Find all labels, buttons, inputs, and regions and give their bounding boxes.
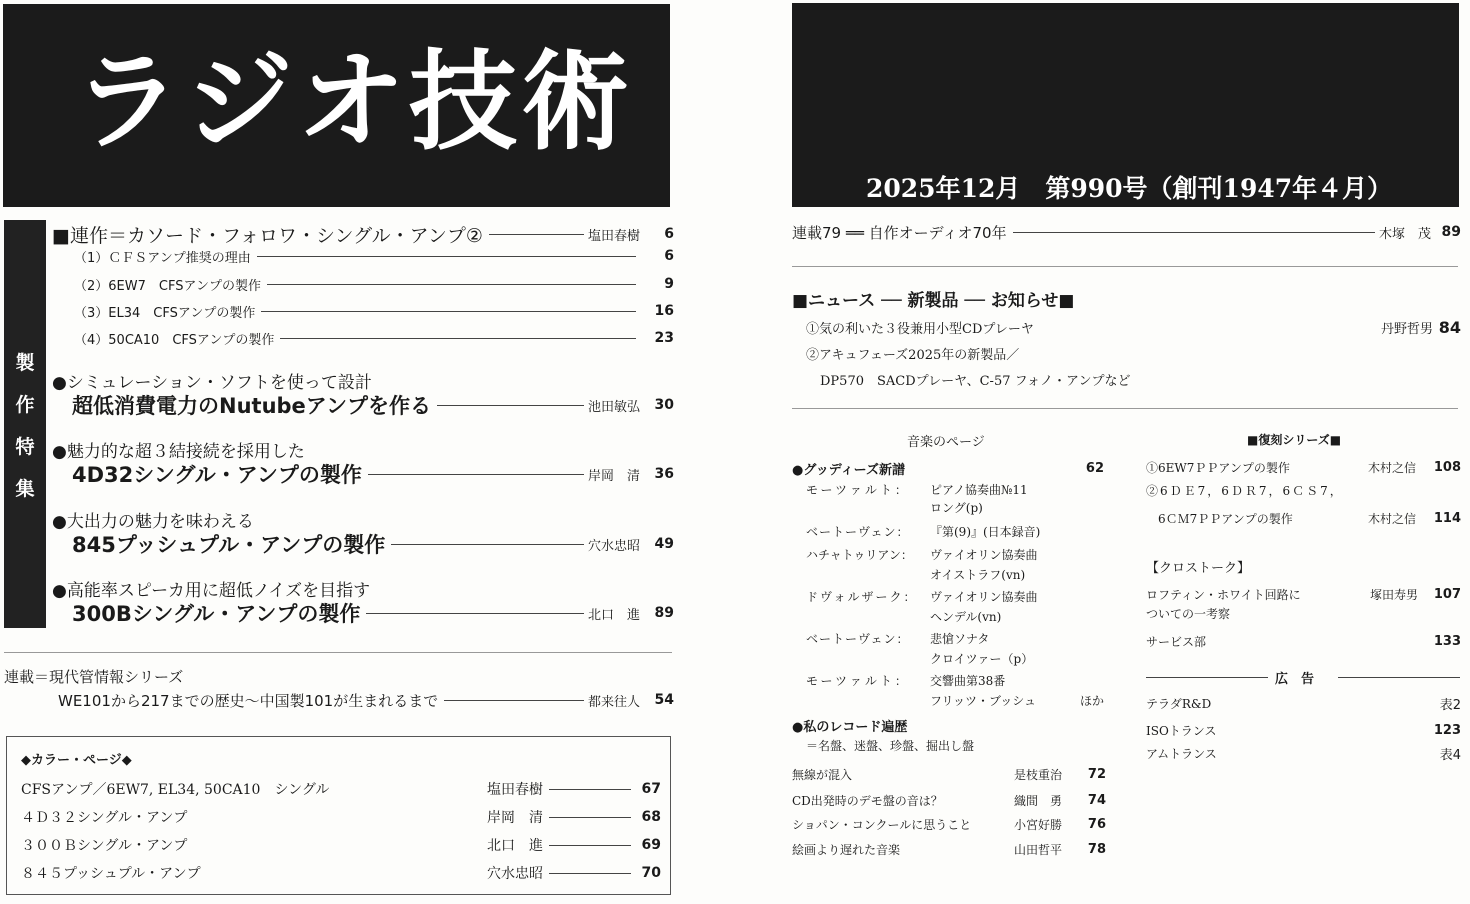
color-page-item[interactable] xyxy=(21,835,661,855)
toc-title: 845プッシュプル・アンプの製作 xyxy=(72,533,386,557)
toc-page: 62 xyxy=(1085,460,1104,476)
toc-entry[interactable] xyxy=(72,391,674,419)
toc-title: サービス部 xyxy=(1146,634,1207,649)
work: 交響曲第38番 xyxy=(930,674,1006,688)
tab-char: 集 xyxy=(15,478,35,500)
leader-line xyxy=(437,405,584,406)
revival-item[interactable] xyxy=(1158,508,1461,528)
record-subtitle: ＝名盤、迷盤、珍盤、掘出し盤 xyxy=(806,739,975,753)
leader-line xyxy=(257,256,636,257)
goodies-heading[interactable] xyxy=(792,458,1104,478)
toc-page: 30 xyxy=(654,397,674,413)
toc-subentry[interactable] xyxy=(74,329,674,347)
toc-page: 70 xyxy=(641,865,661,881)
toc-subentry[interactable] xyxy=(74,275,674,293)
toc-title: CFSアンプ／6EW7, EL34, 50CA10 シングル xyxy=(21,782,330,798)
toc-title: CD出発時のデモ盤の音は？ xyxy=(792,793,943,808)
toc-title: 絵画より遅れた音楽 xyxy=(792,842,901,857)
toc-title: 4D32シングル・アンプの製作 xyxy=(72,463,362,487)
toc-author: 塩田春樹 xyxy=(487,782,543,798)
toc-author: 織間 勇 xyxy=(1014,793,1063,808)
performer: ヘンデル(vn) xyxy=(930,610,1002,624)
toc-page: 16 xyxy=(654,303,674,319)
toc-entry[interactable] xyxy=(72,599,674,627)
toc-subentry[interactable] xyxy=(74,247,674,265)
performer: クロイツァー（p） xyxy=(930,652,1034,666)
toc-author: 北口 進 xyxy=(487,838,543,854)
leader-line xyxy=(549,789,631,790)
ad-rule-left xyxy=(1146,677,1268,678)
leader-line xyxy=(366,613,584,614)
essay-item[interactable] xyxy=(792,764,1106,784)
divider xyxy=(792,408,1458,409)
toc-author: 北口 進 xyxy=(587,607,640,623)
essay-item[interactable] xyxy=(792,814,1106,834)
toc-lead: ●大出力の魅力を味わえる xyxy=(52,512,254,532)
toc-page: 74 xyxy=(1087,792,1106,808)
toc-page: 6 xyxy=(664,248,674,264)
toc-page: 表2 xyxy=(1439,697,1461,713)
color-pages-box xyxy=(6,736,671,895)
advertiser-name: ISOトランス xyxy=(1146,723,1217,738)
divider xyxy=(792,266,1458,267)
toc-page: 133 xyxy=(1433,633,1461,649)
composer: ドヴォルザーク： xyxy=(806,590,918,604)
toc-page: 78 xyxy=(1087,841,1106,857)
toc-page: 123 xyxy=(1433,722,1461,738)
toc-page: 36 xyxy=(654,466,674,482)
leader-line xyxy=(280,338,636,339)
leader-line xyxy=(267,284,636,285)
composer: ベートーヴェン： xyxy=(806,525,910,539)
performer: フリッツ・ブッシュ xyxy=(930,694,1036,708)
work: 『第(9)』(日本録音) xyxy=(930,525,1041,539)
toc-title: ４Ｄ３２シングル・アンプ xyxy=(21,810,188,826)
music-heading: 音楽のページ xyxy=(907,435,985,450)
toc-title: 超低消費電力のNutubeアンプを作る xyxy=(72,394,431,418)
toc-author: 都来往人 xyxy=(587,694,640,710)
toc-page: 54 xyxy=(654,692,674,708)
special-feature-tab xyxy=(4,220,46,628)
composer: ハチャトゥリアン： xyxy=(806,548,913,562)
leader-line xyxy=(391,544,584,545)
toc-entry[interactable] xyxy=(792,221,1461,243)
toc-entry[interactable] xyxy=(72,460,674,488)
toc-author: 塚田寿男 xyxy=(1370,587,1419,602)
performer: オイストラフ(vn) xyxy=(930,568,1026,582)
leader-line xyxy=(549,845,631,846)
tab-char: 製 xyxy=(15,352,35,374)
work: ピアノ協奏曲№11 xyxy=(930,483,1028,497)
toc-page: 69 xyxy=(641,837,661,853)
crosstalk-item[interactable] xyxy=(1146,584,1461,604)
etc-label: ほか xyxy=(1080,694,1105,708)
ad-item[interactable] xyxy=(1146,693,1461,713)
color-pages-heading: ◆カラー・ページ◆ xyxy=(21,753,132,768)
ad-rule-right xyxy=(1338,677,1460,678)
toc-title: 連載79 ══ 自作オーディオ70年 xyxy=(792,223,1007,242)
essay-item[interactable] xyxy=(792,839,1106,859)
toc-lead: ●高能率スピーカ用に超低ノイズを目指す xyxy=(52,581,371,601)
tab-char: 特 xyxy=(15,436,35,458)
composer: モーツァルト： xyxy=(806,483,910,497)
ad-item[interactable] xyxy=(1146,743,1461,763)
revival-heading: ■復刻シリーズ■ xyxy=(1247,433,1342,447)
issue-info: 2025年12月 第990号（創刊1947年４月） xyxy=(866,174,1393,203)
toc-title: ■連作＝カソード・フォロワ・シングル・アンプ② xyxy=(52,224,483,247)
toc-author: 木村之信 xyxy=(1368,460,1417,475)
toc-author: 木村之信 xyxy=(1368,511,1417,526)
ad-item[interactable] xyxy=(1146,720,1461,740)
toc-author: 穴水忠昭 xyxy=(587,538,640,554)
record-heading: ●私のレコード遍歴 xyxy=(792,720,908,735)
toc-page: 68 xyxy=(641,809,661,825)
toc-title: WE101から217までの歴史～中国製101が生まれるまで xyxy=(58,691,439,710)
toc-page: 114 xyxy=(1433,510,1461,526)
revival-item-line: ②6ＤＥ7，6ＤＲ7，6ＣＳ7， xyxy=(1146,484,1344,498)
toc-entry[interactable] xyxy=(72,530,674,558)
leader-line xyxy=(489,234,584,235)
toc-entry[interactable] xyxy=(52,222,674,246)
toc-page: 表4 xyxy=(1439,747,1461,763)
news-heading: ■ニュース ── 新製品 ── お知らせ■ xyxy=(792,291,1075,311)
crosstalk-heading: 【クロストーク】 xyxy=(1146,561,1251,576)
toc-title: ３００Ｂシングル・アンプ xyxy=(21,838,188,854)
toc-subtitle: （3）EL34 CFSアンプの製作 xyxy=(74,305,256,321)
series-heading: 連載＝現代管情報シリーズ xyxy=(4,668,184,686)
advertiser-name: アムトランス xyxy=(1146,746,1217,761)
leader-line xyxy=(1013,232,1375,233)
leader-line xyxy=(549,873,631,874)
toc-title: ８４５プッシュプル・アンプ xyxy=(21,866,201,882)
toc-page: 76 xyxy=(1087,816,1106,832)
service-item[interactable] xyxy=(1146,631,1461,651)
news-item-line: ②アキュフェーズ2025年の新製品／ xyxy=(806,348,1020,363)
toc-subentry[interactable] xyxy=(74,302,674,320)
toc-author: 是枝重治 xyxy=(1014,767,1063,782)
color-page-item[interactable] xyxy=(21,807,661,827)
toc-page: 67 xyxy=(641,781,661,797)
toc-title: ロフティン・ホワイト回路に xyxy=(1146,587,1301,602)
composer: ベートーヴェン： xyxy=(806,632,910,646)
toc-page: 23 xyxy=(654,330,674,346)
composer: モーツァルト： xyxy=(806,674,910,688)
toc-entry[interactable] xyxy=(58,689,674,711)
toc-title: ①6EW7ＰＰアンプの製作 xyxy=(1146,460,1290,475)
toc-page: 89 xyxy=(1441,224,1461,240)
toc-title: ショパン・コンクールに思うこと xyxy=(792,817,972,832)
toc-title: ●グッディーズ新譜 xyxy=(792,462,906,478)
toc-title: 300Bシングル・アンプの製作 xyxy=(72,602,361,626)
toc-subtitle: （1）ＣＦＳアンプ推奨の理由 xyxy=(74,250,251,266)
color-page-item[interactable] xyxy=(21,863,661,883)
toc-page: 72 xyxy=(1087,766,1106,782)
leader-line xyxy=(368,474,584,475)
toc-author: 小宮好勝 xyxy=(1014,817,1063,832)
toc-page: 6 xyxy=(664,226,674,242)
advertiser-name: テラダR&D xyxy=(1146,696,1212,711)
toc-author: 池田敏弘 xyxy=(587,399,640,415)
toc-subtitle: （4）50CA10 CFSアンプの製作 xyxy=(74,332,275,348)
toc-lead: ●シミュレーション・ソフトを使って設計 xyxy=(52,373,372,393)
color-page-item[interactable] xyxy=(21,779,661,799)
work: ヴァイオリン協奏曲 xyxy=(930,590,1038,604)
magazine-logo: ラジオ技術 xyxy=(73,39,634,165)
toc-page: 84 xyxy=(1438,317,1461,337)
toc-title: 6ＣＭ7ＰＰアンプの製作 xyxy=(1158,511,1293,526)
work: ヴァイオリン協奏曲 xyxy=(930,548,1038,562)
work: 悲愴ソナタ xyxy=(930,632,990,646)
toc-page: 9 xyxy=(664,276,674,292)
toc-page: 108 xyxy=(1433,459,1461,475)
news-item[interactable] xyxy=(806,316,1461,338)
tab-char: 作 xyxy=(15,394,35,416)
toc-author: 丹野哲男 xyxy=(1380,321,1433,337)
toc-author: 穴水忠昭 xyxy=(487,866,543,882)
performer: ロング(p) xyxy=(930,501,983,515)
leader-line xyxy=(549,817,631,818)
toc-author: 岸岡 清 xyxy=(587,468,640,484)
essay-item[interactable] xyxy=(792,790,1106,810)
toc-page: 107 xyxy=(1433,586,1461,602)
toc-lead: ●魅力的な超３結接続を採用した xyxy=(52,442,305,462)
toc-title: ①気の利いた３役兼用小型CDプレーヤ xyxy=(806,321,1034,337)
toc-author: 岸岡 清 xyxy=(487,810,543,826)
revival-item[interactable] xyxy=(1146,457,1461,477)
news-item-line: DP570 SACDプレーヤ、C-57 フォノ・アンプなど xyxy=(820,374,1131,389)
masthead-banner xyxy=(3,4,670,207)
toc-author: 塩田春樹 xyxy=(587,228,640,244)
toc-page: 89 xyxy=(654,605,674,621)
toc-author: 木塚 茂 xyxy=(1378,226,1431,242)
ads-heading: 広 告 xyxy=(1275,672,1315,687)
toc-author: 山田哲平 xyxy=(1014,842,1063,857)
divider xyxy=(4,652,672,653)
crosstalk-title-line: ついての一考察 xyxy=(1146,607,1231,621)
toc-title: 無線が混入 xyxy=(792,767,853,782)
leader-line xyxy=(261,311,636,312)
leader-line xyxy=(444,700,584,701)
toc-subtitle: （2）6EW7 CFSアンプの製作 xyxy=(74,278,261,294)
toc-page: 49 xyxy=(654,536,674,552)
issue-banner xyxy=(792,3,1459,207)
